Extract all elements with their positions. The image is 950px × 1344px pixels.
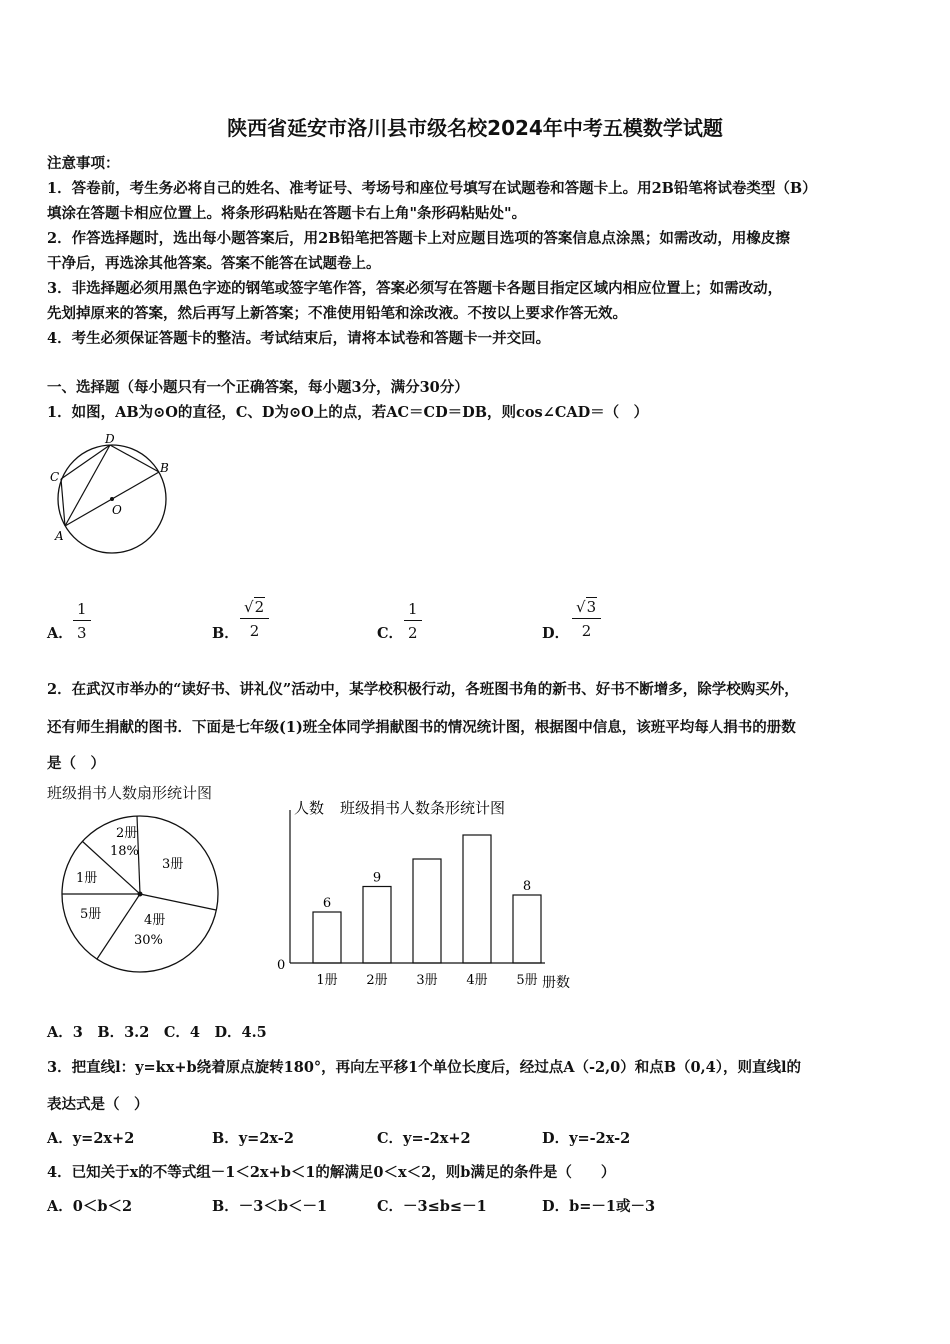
q3-option-b: B．y=2x-2: [212, 1130, 294, 1147]
pie-slice-label: 3册: [162, 857, 184, 872]
section-heading: 一、选择题（每小题只有一个正确答案，每小题3分，满分30分）: [47, 379, 469, 396]
bar-chart-ylabel: 人数: [294, 799, 325, 817]
q3-option-d: D．y=-2x-2: [542, 1130, 631, 1147]
bar-category-label: 4册: [466, 973, 488, 988]
q4-stem: 4．已知关于x的不等式组－1＜2x+b＜1的解满足0＜x＜2，则b满足的条件是（ ）: [47, 1164, 616, 1181]
label-o: O: [112, 503, 122, 517]
fraction-denominator: 3: [77, 624, 87, 642]
fraction-numerator: 2: [254, 598, 265, 616]
bar-category-label: 2册: [366, 973, 388, 988]
notice-line: 4．考生必须保证答题卡的整洁。考试结束后，请将本试卷和答题卡一并交回。: [47, 330, 551, 347]
q1-circle-figure: [45, 432, 175, 567]
bar-chart-title: 班级捐书人数条形统计图: [340, 799, 506, 817]
notice-heading: 注意事项：: [47, 155, 120, 172]
pie-slice-label: 1册: [76, 871, 98, 886]
notice-line: 填涂在答题卡相应位置上。将条形码粘贴在答题卡右上角"条形码粘贴处"。: [47, 205, 527, 222]
notice-line: 1．答卷前，考生务必将自己的姓名、准考证号、考场号和座位号填写在试题卷和答题卡上。用2B铅笔将试卷类型（B）: [47, 180, 817, 197]
q1-stem: 1．如图，AB为⊙O的直径，C、D为⊙O上的点，若AC＝CD＝DB，则cos∠CAD＝（ ）: [47, 404, 649, 421]
q1-option-a-letter: A．: [47, 625, 73, 642]
q1-option-d-fraction: √3 2: [572, 598, 601, 640]
q3-stem: 3．把直线l：y=kx+b绕着原点旋转180°，再向左平移1个单位长度后，经过点A（-2,0）和点B（0,4），则直线l的: [47, 1059, 801, 1076]
bar-1: [313, 912, 341, 963]
q3-option-a: A．y=2x+2: [47, 1130, 135, 1147]
pie-slice-label: 2册: [116, 826, 138, 841]
label-c: C: [50, 470, 60, 484]
label-d: D: [105, 432, 115, 446]
q4-option-a: A．0＜b＜2: [47, 1198, 133, 1215]
notice-line: 先划掉原来的答案，然后再写上新答案；不准使用铅笔和涂改液。不按以上要求作答无效。: [47, 305, 627, 322]
bar-value-label: 6: [322, 896, 332, 911]
label-a: A: [55, 529, 64, 543]
bar-2: [363, 887, 391, 964]
bar-value-label: 8: [522, 879, 532, 894]
q3-option-c: C．y=-2x+2: [377, 1130, 471, 1147]
bar-chart-xlabel: 册数: [542, 975, 570, 991]
notice-line: 2．作答选择题时，选出每小题答案后，用2B铅笔把答题卡上对应题目选项的答案信息点涂黑；如需改动，用橡皮擦: [47, 230, 790, 247]
bar-3: [413, 859, 441, 963]
bar-category-label: 5册: [516, 973, 538, 988]
q4-option-d: D．b=－1或－3: [542, 1198, 656, 1215]
notice-line: 3．非选择题必须用黑色字迹的钢笔或签字笔作答，答案必须写在答题卡各题目指定区域内相应位置上；如需改动，: [47, 280, 783, 297]
label-b: B: [160, 461, 169, 475]
bar-chart: [270, 790, 590, 1005]
pie-slice-percent: 30%: [134, 933, 163, 948]
fraction-numerator: 1: [408, 600, 418, 618]
pie-chart: [58, 812, 223, 977]
fraction-numerator: 3: [586, 598, 597, 616]
pie-slice-percent: 18%: [110, 844, 139, 859]
fraction-denominator: 2: [249, 622, 260, 640]
q3-stem: 表达式是（ ）: [47, 1096, 149, 1113]
fraction-numerator: 1: [77, 600, 87, 618]
q1-option-c-fraction: [404, 600, 422, 642]
pie-slice-label: 4册: [144, 913, 166, 928]
bar-5: [513, 895, 541, 963]
q2-stem: 是（ ）: [47, 755, 105, 772]
pie-slice-label: 5册: [80, 907, 102, 922]
bar-chart-origin: 0: [277, 958, 286, 973]
bar-category-label: 1册: [316, 973, 338, 988]
bar-category-label: 3册: [416, 973, 438, 988]
pie-chart-title: 班级捐书人数扇形统计图: [47, 784, 213, 802]
q4-option-b: B．－3＜b＜－1: [212, 1198, 328, 1215]
q1-option-a-fraction: [73, 600, 91, 642]
fraction-denominator: 2: [408, 624, 418, 642]
page-title: 陕西省延安市洛川县市级名校2024年中考五模数学试题: [227, 116, 723, 140]
q2-options: A．3 B．3.2 C．4 D．4.5: [47, 1024, 267, 1041]
q1-option-b-fraction: √2 2: [240, 598, 269, 640]
fraction-denominator: 2: [581, 622, 592, 640]
q4-option-c: C．－3≤b≤－1: [377, 1198, 487, 1215]
q2-stem: 2．在武汉市举办的“读好书、讲礼仪”活动中，某学校积极行动，各班图书角的新书、好书不断增多，除学校购买外，: [47, 681, 799, 698]
notice-line: 干净后，再选涂其他答案。答案不能答在试题卷上。: [47, 255, 381, 272]
bar-4: [463, 835, 491, 963]
bar-value-label: 9: [372, 870, 382, 886]
q1-option-c-letter: C．: [377, 625, 404, 642]
q1-option-b-letter: B．: [212, 625, 239, 642]
q1-option-d-letter: D．: [542, 625, 570, 642]
q2-stem: 还有师生捐献的图书．下面是七年级(1)班全体同学捐献图书的情况统计图，根据图中信息，该班平均每人捐书的册数: [47, 719, 796, 736]
